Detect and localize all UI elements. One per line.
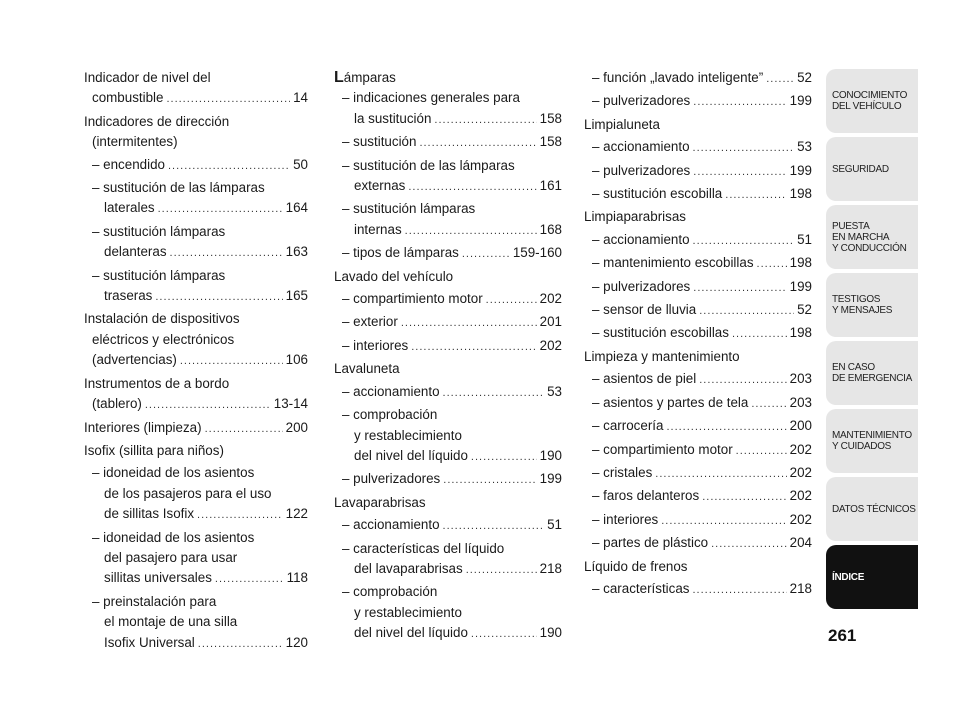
index-column-1 <box>84 68 308 654</box>
index-line: – partes de plástico ..... 204 <box>584 533 812 554</box>
index-entry: Instrumentos de a bordo <box>84 375 230 391</box>
index-line: (tablero) ..... 13-14 <box>84 394 308 415</box>
index-entry: Lavaluneta <box>334 361 400 377</box>
tab-conocimiento[interactable]: CONOCIMIENTO DEL VEHÍCULO <box>826 69 918 133</box>
index-line: – cristales ..... 202 <box>584 463 812 484</box>
index-line: internas ..... 168 <box>334 220 562 241</box>
index-line: Interiores (limpieza) ..... 200 <box>84 418 308 439</box>
index-line: sillitas universales ..... 118 <box>84 568 308 589</box>
index-line: del nivel del líquido ..... 190 <box>334 623 562 644</box>
index-line: – sustitución ..... 158 <box>334 132 562 153</box>
index-line: delanteras ..... 163 <box>84 242 308 263</box>
index-entry: – indicaciones generales para <box>342 90 520 106</box>
index-line: la sustitución ..... 158 <box>334 109 562 130</box>
index-entry: – comprobación <box>342 584 438 600</box>
index-entry: – idoneidad de los asientos <box>92 529 255 545</box>
index-line: (advertencias) ..... 106 <box>84 350 308 371</box>
index-line: – compartimiento motor ..... 202 <box>334 289 562 310</box>
index-line: traseras ..... 165 <box>84 286 308 307</box>
index-line: – compartimiento motor ..... 202 <box>584 440 812 461</box>
index-line: – pulverizadores ..... 199 <box>334 469 562 490</box>
index-line: – función „lavado inteligente” ..... 52 <box>584 68 812 89</box>
index-entry: Lavado del vehículo <box>334 268 454 284</box>
index-line: combustible ..... 14 <box>84 88 308 109</box>
tab-puesta-en-marcha[interactable]: PUESTA EN MARCHA Y CONDUCCIÓN <box>826 205 918 269</box>
index-line: – exterior ..... 201 <box>334 312 562 333</box>
index-entry: Indicadores de dirección <box>84 113 230 129</box>
index-entry: Indicador de nivel del <box>84 70 211 85</box>
index-line: – sustitución escobillas ..... 198 <box>584 323 812 344</box>
index-line: – pulverizadores ..... 199 <box>584 161 812 182</box>
index-entry: y restablecimiento <box>354 604 462 620</box>
index-entry: de los pasajeros para el uso <box>104 485 272 501</box>
index-line: laterales ..... 164 <box>84 198 308 219</box>
tab-emergencia[interactable]: EN CASO DE EMERGENCIA <box>826 341 918 405</box>
index-entry: Limpiaparabrisas <box>584 209 686 225</box>
index-line: – sensor de lluvia ..... 52 <box>584 300 812 321</box>
section-letter-heading: Lámparas <box>334 69 396 86</box>
index-line: – características ..... 218 <box>584 579 812 600</box>
index-entry: – sustitución lámparas <box>92 267 226 283</box>
index-line: externas ..... 161 <box>334 176 562 197</box>
index-entry: y restablecimiento <box>354 427 462 443</box>
index-line: – interiores ..... 202 <box>584 510 812 531</box>
index-line: – accionamiento ..... 51 <box>584 230 812 251</box>
index-entry: Líquido de frenos <box>584 558 688 574</box>
index-entry: – sustitución de las lámparas <box>342 157 515 173</box>
tab-testigos[interactable]: TESTIGOS Y MENSAJES <box>826 273 918 337</box>
index-entry: – características del líquido <box>342 540 505 556</box>
index-line: – interiores ..... 202 <box>334 336 562 357</box>
index-line: – accionamiento ..... 51 <box>334 515 562 536</box>
index-entry: – idoneidad de los asientos <box>92 465 255 481</box>
index-line: – tipos de lámparas ..... 159-160 <box>334 243 562 264</box>
index-entry: eléctricos y electrónicos <box>92 331 235 347</box>
page-ref: 14 <box>293 90 308 106</box>
index-entry: el montaje de una silla <box>104 614 238 630</box>
index-entry: Limpialuneta <box>584 116 660 132</box>
index-entry: (intermitentes) <box>92 134 178 150</box>
index-line: del nivel del líquido ..... 190 <box>334 446 562 467</box>
index-line: de sillitas Isofix ..... 122 <box>84 504 308 525</box>
index-entry: – sustitución de las lámparas <box>92 180 265 196</box>
index-column-3 <box>584 68 812 600</box>
index-entry: Limpieza y mantenimiento <box>584 348 740 364</box>
index-entry: – sustitución lámparas <box>92 223 226 239</box>
section-tabs <box>826 69 918 613</box>
index-entry: Instalación de dispositivos <box>84 311 240 327</box>
index-entry: – sustitución lámparas <box>342 201 476 217</box>
index-line: – asientos de piel ..... 203 <box>584 369 812 390</box>
index-line: del lavaparabrisas ..... 218 <box>334 559 562 580</box>
index-line: – encendido ..... 50 <box>84 155 308 176</box>
index-entry: – preinstalación para <box>92 593 217 609</box>
index-entry: Isofix (sillita para niños) <box>84 442 224 458</box>
index-line: – sustitución escobilla ..... 198 <box>584 184 812 205</box>
index-entry: Lavaparabrisas <box>334 494 426 510</box>
index-line: – mantenimiento escobillas ..... 198 <box>584 253 812 274</box>
index-line: – accionamiento ..... 53 <box>584 137 812 158</box>
index-line: – accionamiento ..... 53 <box>334 382 562 403</box>
index-line: Isofix Universal ..... 120 <box>84 633 308 654</box>
index-column-2 <box>334 68 562 645</box>
index-line: – pulverizadores ..... 199 <box>584 91 812 112</box>
index-entry: del pasajero para usar <box>104 549 238 565</box>
page-number: 261 <box>828 626 857 645</box>
index-line: – faros delanteros ..... 202 <box>584 486 812 507</box>
index-line: – carrocería ..... 200 <box>584 416 812 437</box>
index-line: – asientos y partes de tela ..... 203 <box>584 393 812 414</box>
index-line: – pulverizadores ..... 199 <box>584 277 812 298</box>
tab-seguridad[interactable]: SEGURIDAD <box>826 137 918 201</box>
index-entry: – comprobación <box>342 407 438 423</box>
tab-datos-tecnicos[interactable]: DATOS TÉCNICOS <box>826 477 918 541</box>
tab-mantenimiento[interactable]: MANTENIMIENTO Y CUIDADOS <box>826 409 918 473</box>
tab-indice[interactable]: ÍNDICE <box>826 545 918 609</box>
